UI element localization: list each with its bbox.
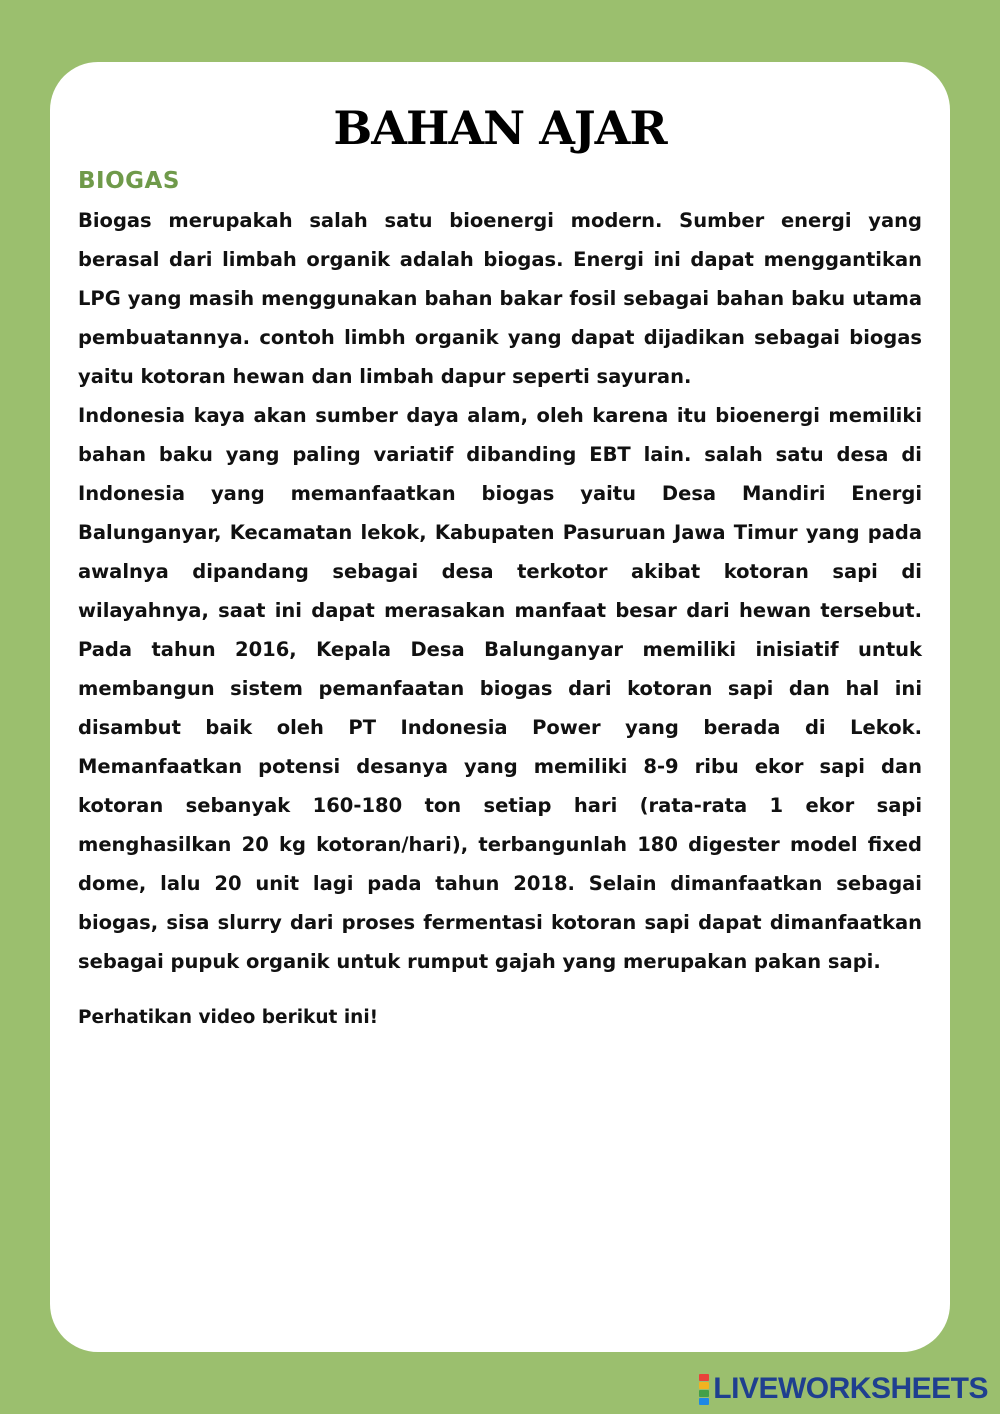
paragraph-1: Biogas merupakah salah satu bioenergi modern. Sumber energi yang berasal dari limbah organik adalah biogas. Energi ini dapat menggantikan LPG yang masih menggunakan bahan bakar fosil sebagai bahan baku utama pembuatannya. contoh limbh organik yang dapat dijadikan sebagai biogas yaitu kotoran hewan dan limbah dapur seperti sayuran. [78, 209, 922, 388]
paragraph-2: Indonesia kaya akan sumber daya alam, oleh karena itu bioenergi memiliki bahan baku yang paling variatif dibanding EBT lain. salah satu desa di Indonesia yang memanfaatkan biogas yaitu Desa Mandiri Energi Balunganyar, Kecamatan lekok, Kabupaten Pasuruan Jawa Timur yang pada awalnya dipandang sebagai desa terkotor akibat kotoran sapi di wilayahnya, saat ini dapat merasakan manfaat besar dari hewan tersebut. Pada tahun 2016, Kepala Desa Balunganyar memiliki inisiatif untuk membangun sistem pemanfaatan biogas dari kotoran sapi dan hal ini disambut baik oleh PT Indonesia Power yang berada di Lekok. Memanfaatkan potensi desanya yang memiliki 8-9 ribu ekor sapi dan kotoran sebanyak 160-180 ton setiap hari (rata-rata 1 ekor sapi menghasilkan 20 kg kotoran/hari), terbangunlah 180 digester model fixed dome, lalu 20 unit lagi pada tahun 2018. Selain dimanfaatkan sebagai biogas, sisa slurry dari proses fermentasi kotoran sapi dapat dimanfaatkan sebagai pupuk organik untuk rumput gajah yang merupakan pakan sapi. [78, 404, 922, 973]
logo-block-i [699, 1382, 709, 1389]
page-title: BAHAN AJAR [333, 101, 667, 155]
liveworksheets-brand [699, 1372, 988, 1406]
logo-block-e [699, 1398, 709, 1405]
video-instruction: Perhatikan video berikut ini! [78, 1007, 379, 1028]
logo-block-v [699, 1390, 709, 1397]
logo-block-l [699, 1374, 709, 1381]
brand-name: LIVEWORKSHEETS [713, 1372, 988, 1405]
section-heading-biogas: BIOGAS [78, 168, 180, 194]
liveworksheets-logo-icon [699, 1374, 709, 1405]
body-text [78, 201, 922, 981]
